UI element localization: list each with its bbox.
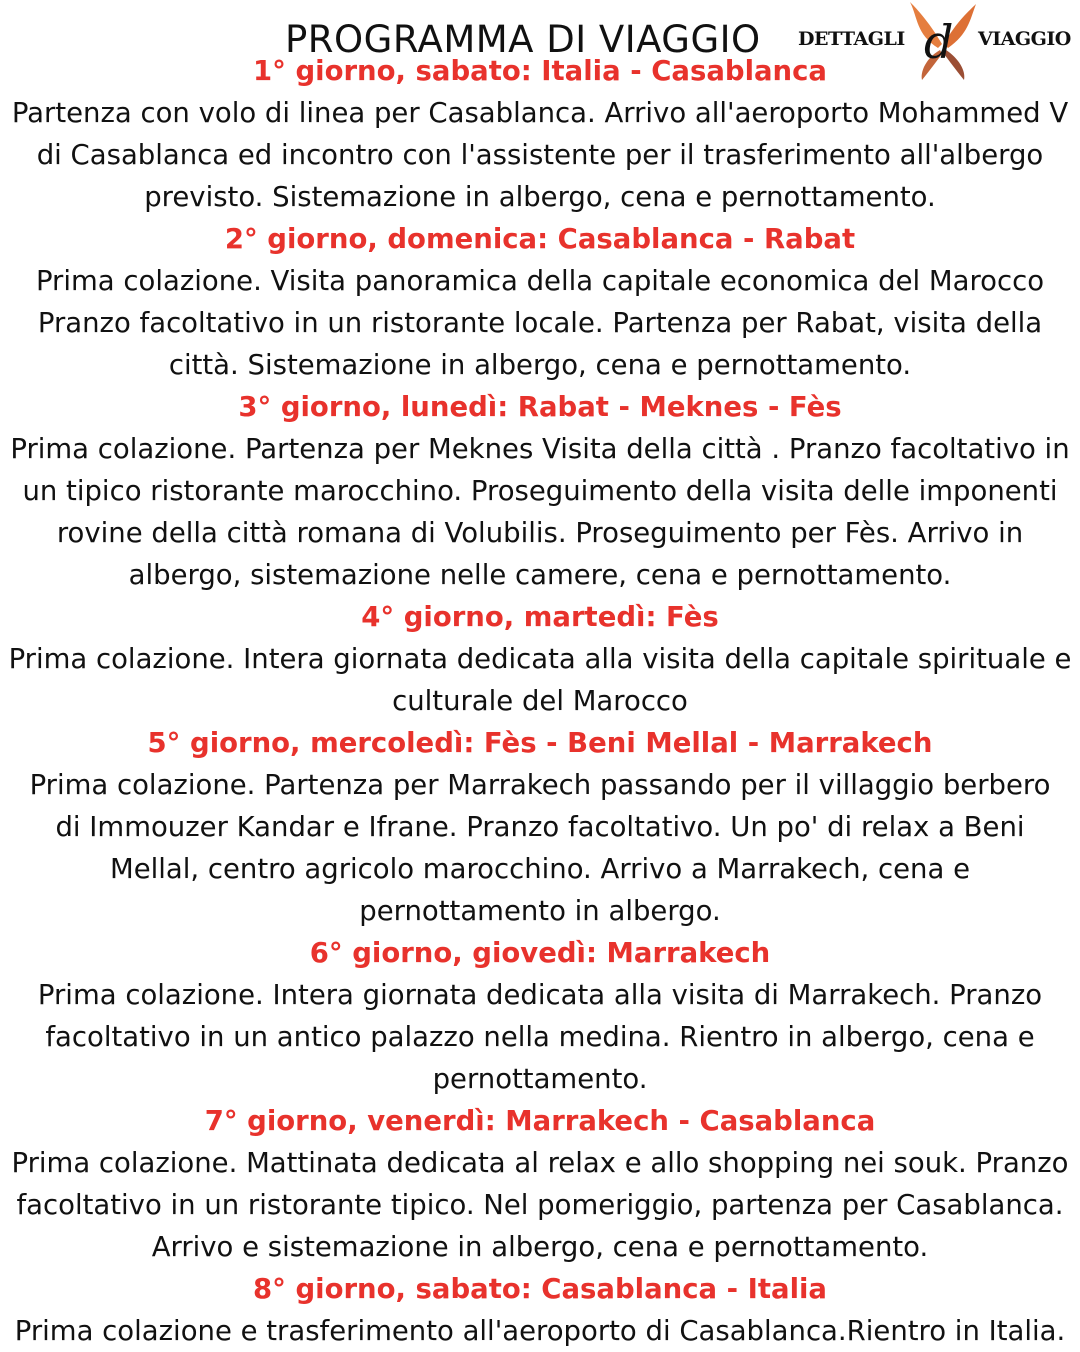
day-3 [0,386,1080,596]
day-3-line-4: albergo, sistemazione nelle camere, cena e pernottamento. [128,559,952,591]
day-4 [0,596,1080,722]
day-5 [0,722,1080,932]
day-1-line-2: di Casablanca ed incontro con l'assistente per il trasferimento all'albergo [36,139,1044,171]
day-1-line-3: previsto. Sistemazione in albergo, cena e pernottamento. [144,181,936,213]
day-5-line-2: di Immouzer Kandar e Ifrane. Pranzo facoltativo. Un po' di relax a Beni [55,811,1025,843]
day-5-line-1: Prima colazione. Partenza per Marrakech passando per il villaggio berbero [29,769,1051,801]
day-7 [0,1100,1080,1268]
day-1-heading: 1° giorno, sabato: Italia - Casablanca [253,55,827,87]
day-5-line-3: Mellal, centro agricolo marocchino. Arrivo a Marrakech, cena e [109,853,970,885]
logo-letter: d [924,15,954,69]
day-4-line-1: Prima colazione. Intera giornata dedicata alla visita della capitale spirituale e [8,643,1072,675]
day-2 [0,218,1080,386]
day-6-line-2: facoltativo in un antico palazzo nella medina. Rientro in albergo, cena e [45,1021,1035,1053]
day-5-line-4: pernottamento in albergo. [359,895,721,927]
day-2-line-2: Pranzo facoltativo in un ristorante locale. Partenza per Rabat, visita della [37,307,1043,339]
day-4-line-2: culturale del Marocco [392,685,688,717]
itinerary [0,50,1080,1352]
day-8-heading: 8° giorno, sabato: Casablanca - Italia [253,1273,827,1305]
day-6-line-3: pernottamento. [432,1063,648,1095]
day-2-line-1: Prima colazione. Visita panoramica della capitale economica del Marocco [35,265,1045,297]
day-7-line-3: Arrivo e sistemazione in albergo, cena e pernottamento. [151,1231,929,1263]
day-7-heading: 7° giorno, venerdì: Marrakech - Casablanca [204,1105,876,1137]
day-2-line-3: città. Sistemazione in albergo, cena e pernottamento. [168,349,912,381]
day-2-heading: 2° giorno, domenica: Casablanca - Rabat [224,223,856,255]
day-6-heading: 6° giorno, giovedì: Marrakech [309,937,771,969]
day-8-line-1: Prima colazione e trasferimento all'aeroporto di Casablanca.Rientro in Italia. [14,1315,1066,1347]
day-1-line-1: Partenza con volo di linea per Casablanca. Arrivo all'aeroporto Mohammed V [11,97,1069,129]
day-3-line-1: Prima colazione. Partenza per Meknes Visita della città . Pranzo facoltativo in [10,433,1070,465]
day-5-heading: 5° giorno, mercoledì: Fès - Beni Mellal - Marrakech [147,727,933,759]
day-3-heading: 3° giorno, lunedì: Rabat - Meknes - Fès [238,391,842,423]
page-title: PROGRAMMA DI VIAGGIO [285,18,761,61]
day-4-heading: 4° giorno, martedì: Fès [361,601,719,633]
day-3-line-3: rovine della città romana di Volubilis. Proseguimento per Fès. Arrivo in [56,517,1024,549]
logo-left-word: DETTAGLI [798,28,905,50]
day-7-line-2: facoltativo in un ristorante tipico. Nel pomeriggio, partenza per Casablanca. [16,1189,1064,1221]
day-1 [0,50,1080,218]
day-3-line-2: un tipico ristorante marocchino. Proseguimento della visita delle imponenti [22,475,1058,507]
day-6-line-1: Prima colazione. Intera giornata dedicata alla visita di Marrakech. Pranzo [37,979,1043,1011]
logo-right-word: VIAGGIO [978,28,1071,50]
day-6 [0,932,1080,1100]
day-7-line-1: Prima colazione. Mattinata dedicata al relax e allo shopping nei souk. Pranzo [11,1147,1069,1179]
day-8 [0,1268,1080,1352]
